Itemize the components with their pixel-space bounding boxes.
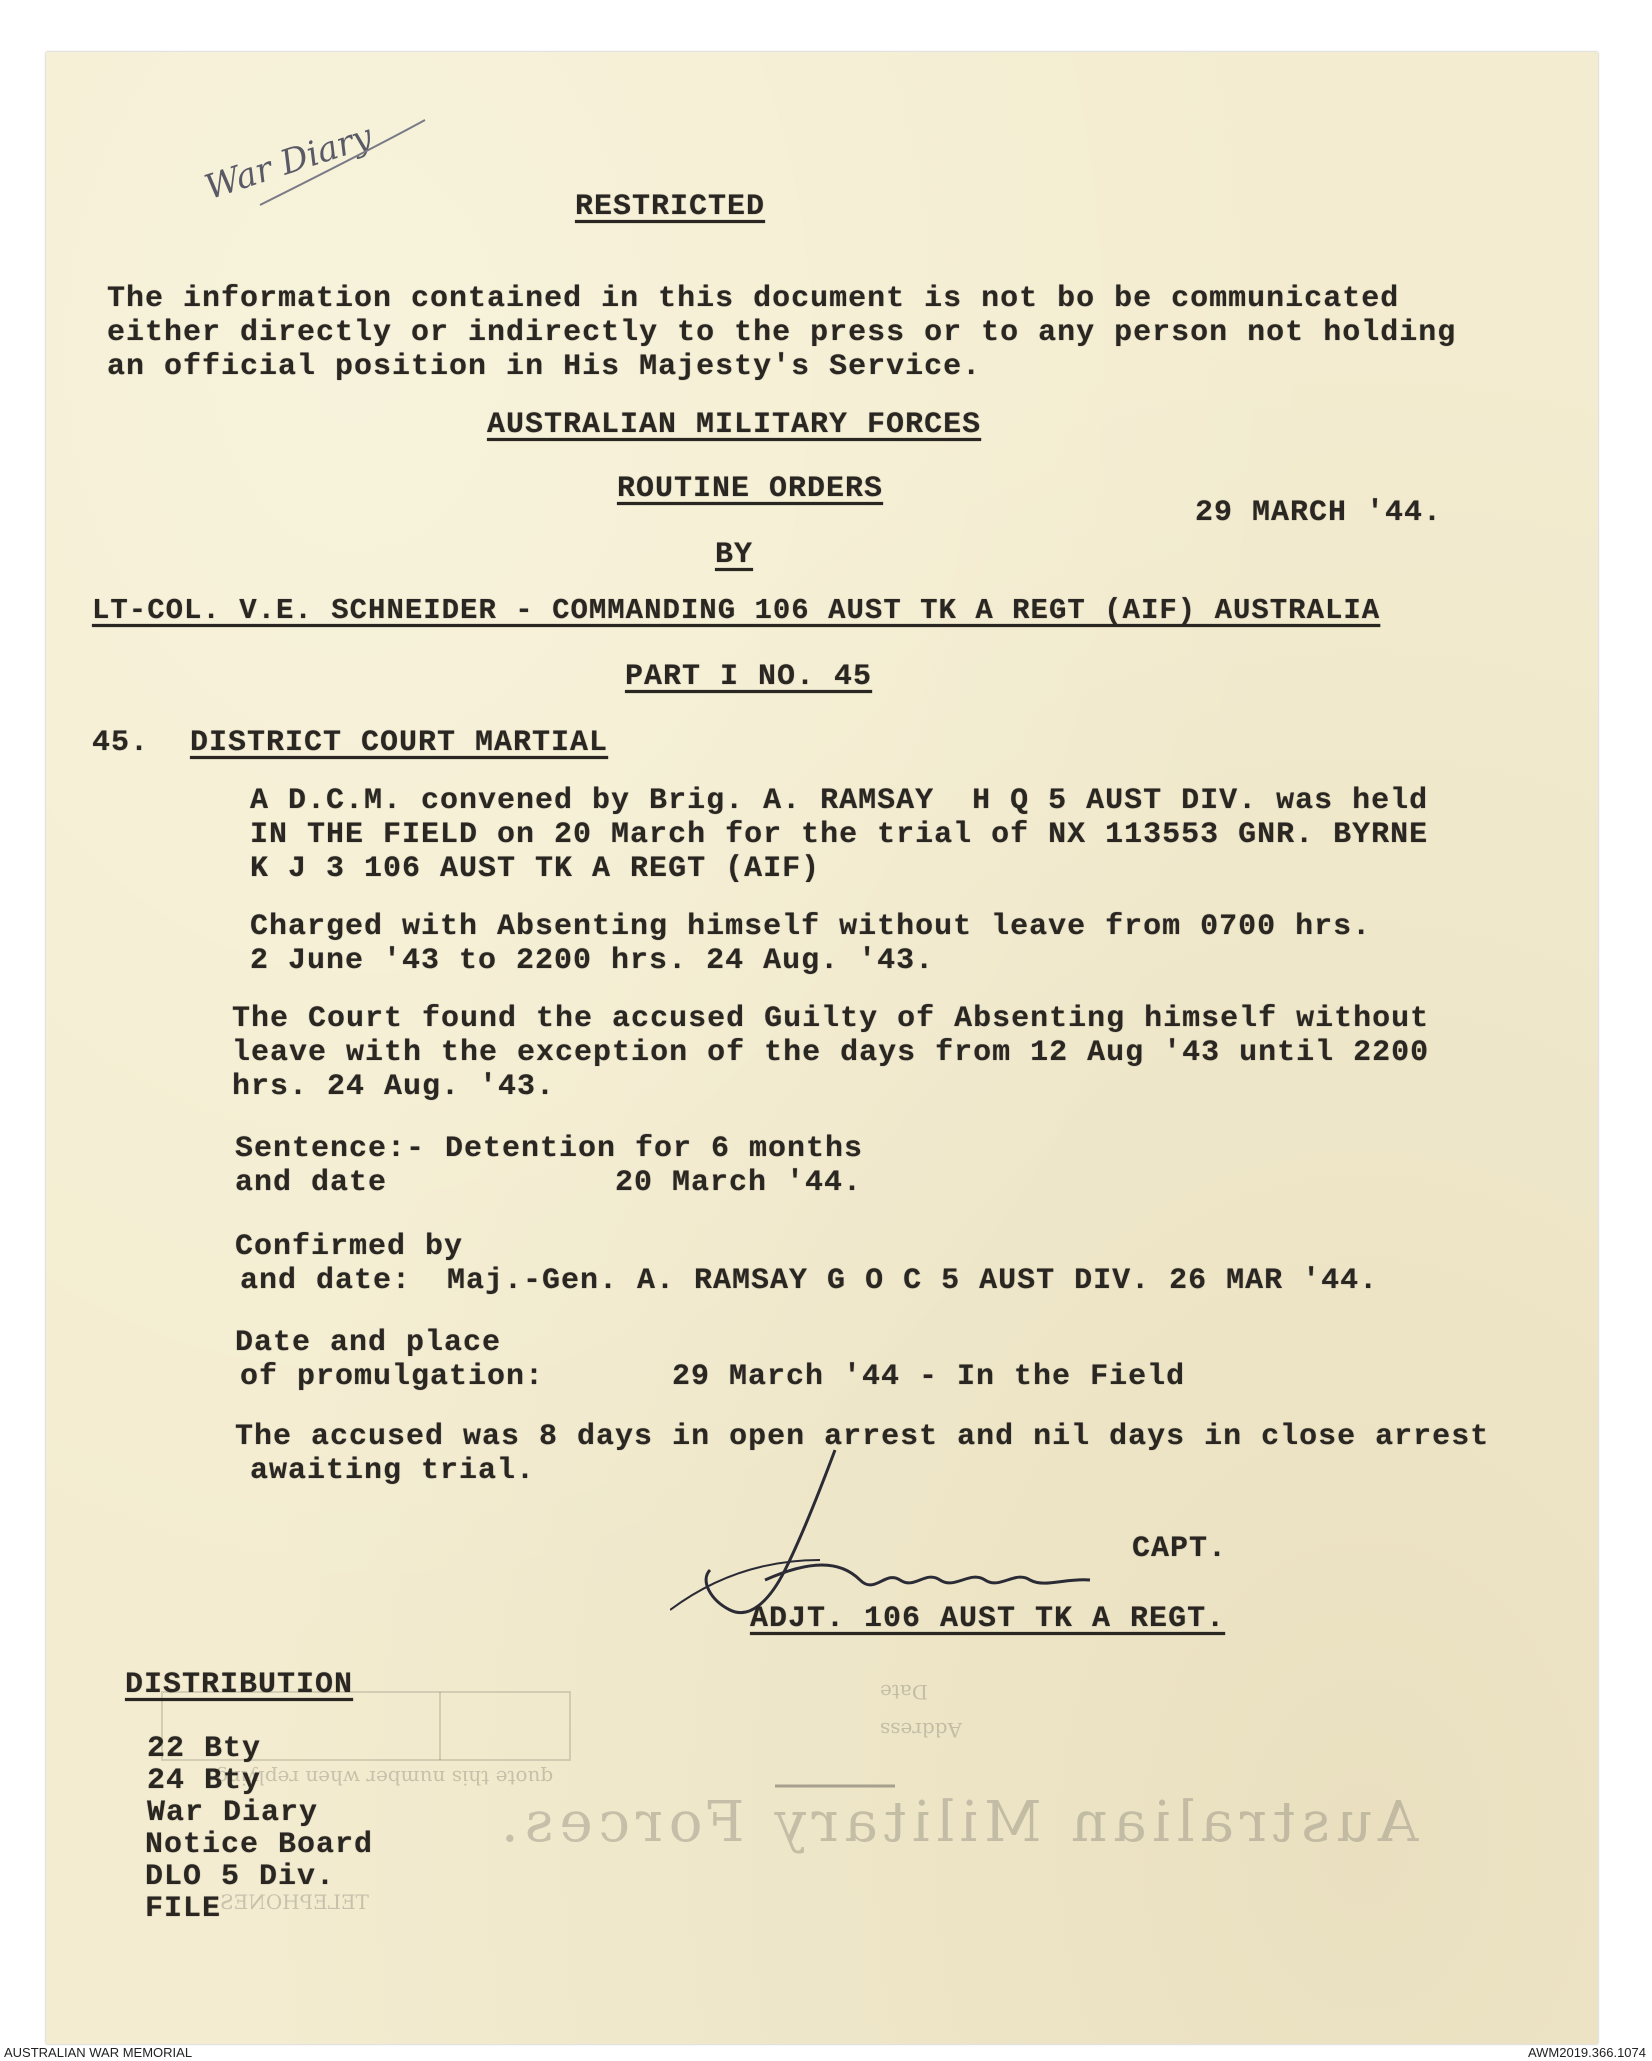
routine-orders-heading: ROUTINE ORDERS [617,472,884,506]
footer-accession: AWM2019.366.1074 [1527,2045,1646,2060]
charge-line-2: 2 June '43 to 2200 hrs. 24 Aug. '43. [250,944,935,978]
distribution-item: DLO 5 Div. [145,1860,336,1894]
promulgation-value: 29 March '44 - In the Field [672,1360,1186,1394]
pencil-stroke [240,100,440,220]
distribution-heading: DISTRIBUTION [125,1668,354,1702]
item-title: DISTRICT COURT MARTIAL [190,726,609,760]
convened-line-3: K J 3 106 AUST TK A REGT (AIF) [250,852,821,886]
show-through-quote: quote this number when replying [215,1766,554,1790]
finding-line-2: leave with the exception of the days from 12 Aug '43 until 2200 [232,1036,1430,1070]
signatory-appointment: ADJT. 106 AUST TK A REGT. [750,1602,1226,1636]
convened-line-1: A D.C.M. convened by Brig. A. RAMSAY H Q 5 AUST DIV. was held [250,784,1429,818]
sentence-label-1: Sentence:- [235,1132,426,1166]
confirmed-label-2: and date: [240,1264,412,1298]
charge-line-1: Charged with Absenting himself without leave from 0700 hrs. [250,910,1372,944]
show-through-date: Date [880,1680,928,1704]
distribution-item: 24 Bty [147,1764,262,1798]
distribution-item: Notice Board [145,1828,374,1862]
sentence-value-2: 20 March '44. [615,1166,863,1200]
confirmed-label-1: Confirmed by [235,1230,464,1264]
show-through-rules [160,1690,900,1810]
footer-credit: AUSTRALIAN WAR MEMORIAL [4,2045,193,2060]
finding-line-1: The Court found the accused Guilty of Absenting himself without [232,1002,1430,1036]
promulgation-label-2: of promulgation: [240,1360,545,1394]
sentence-label-2: and date [235,1166,388,1200]
convened-line-2: IN THE FIELD on 20 March for the trial of NX 113553 GNR. BYRNE [250,818,1429,852]
distribution-item: 22 Bty [147,1732,262,1766]
classification-heading: RESTRICTED [575,190,766,224]
by-heading: BY [715,538,754,572]
handwritten-note: War Diary [200,116,378,209]
commander-heading: LT-COL. V.E. SCHNEIDER - COMMANDING 106 AUST TK A REGT (AIF) AUSTRALIA [92,594,1381,627]
signature [670,1430,1130,1630]
notice-line-2: either directly or indirectly to the press or to any person not holding [107,316,1457,350]
distribution-item: FILE [145,1892,222,1926]
signatory-rank: CAPT. [1132,1532,1228,1566]
item-number: 45. [92,726,150,760]
sentence-value-1: Detention for 6 months [445,1132,864,1166]
show-through-letterhead: Australian Military Forces. [495,1790,1419,1855]
finding-line-3: hrs. 24 Aug. '43. [232,1070,556,1104]
notice-line-1: The information contained in this document is not bo be communicated [107,282,1400,316]
notice-line-3: an official position in His Majesty's Service. [107,350,982,384]
part-heading: PART I NO. 45 [625,660,873,694]
arrest-line-1: The accused was 8 days in open arrest and nil days in close arrest [235,1420,1490,1454]
show-through-address: Address [880,1718,962,1742]
org-heading: AUSTRALIAN MILITARY FORCES [487,408,982,442]
order-date: 29 MARCH '44. [1195,496,1443,530]
distribution-item: War Diary [147,1796,319,1830]
show-through-telephones: TELEPHONES [220,1890,369,1914]
arrest-line-2: awaiting trial. [250,1454,536,1488]
promulgation-label-1: Date and place [235,1326,502,1360]
confirmed-value: Maj.-Gen. A. RAMSAY G O C 5 AUST DIV. 26 MAR '44. [447,1264,1379,1298]
